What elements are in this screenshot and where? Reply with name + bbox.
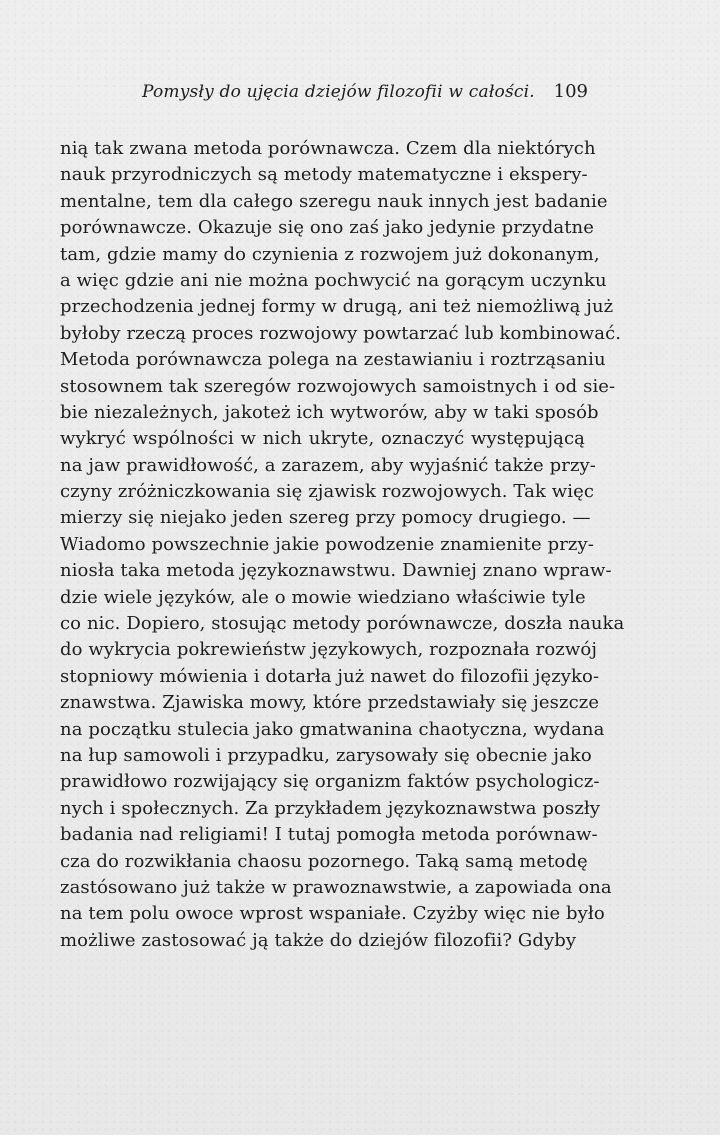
text-line: wykryć wspólności w nich ukryte, oznaczyć występującą <box>60 428 585 450</box>
text-line: nią tak zwana metoda porównawcza. Czem dla niektórych <box>60 138 596 159</box>
text-line: na tem polu owoce wprost wspaniałe. Czyżby więc nie było <box>60 903 605 925</box>
text-line: badania nad religiami! I tutaj pomogła metoda porównaw- <box>60 824 598 846</box>
page-number: 109 <box>553 81 588 102</box>
text-line: prawidłowo rozwijający się organizm faktów psychologicz- <box>60 771 600 793</box>
text-line: bie niezależnych, jakoteż ich wytworów, aby w taki sposób <box>60 401 599 423</box>
text-line: niosła taka metoda językoznawstwu. Dawniej znano wpraw- <box>60 560 612 582</box>
text-line: czyny zróżniczkowania się zjawisk rozwojowych. Tak więc <box>60 481 595 503</box>
text-line: na początku stulecia jako gmatwanina chaotyczna, wydana <box>60 718 605 740</box>
body-text <box>60 136 625 954</box>
text-line: a więc gdzie ani nie można pochwycić na gorącym uczynku <box>60 269 607 291</box>
text-line: Wiadomo powszechnie jakie powodzenie znamienite przy- <box>60 533 594 555</box>
running-title: Pomysły do ujęcia dziejów filozofii w całości. <box>142 82 535 102</box>
text-line: znawstwa. Zjawiska mowy, które przedstawiały się jeszcze <box>60 692 600 714</box>
text-line: co nic. Dopiero, stosując metody porównawcze, doszła nauka <box>60 613 625 635</box>
text-line: nauk przyrodniczych są metody matematyczne i ekspery- <box>60 164 588 186</box>
text-line: dzie wiele języków, ale o mowie wiedziano właściwie tyle <box>60 586 586 608</box>
text-line: cza do rozwikłania chaosu pozornego. Taką samą metodę <box>60 850 588 872</box>
text-line: przechodzenia jednej formy w drugą, ani też niemożliwą już <box>60 296 614 318</box>
text-line: do wykrycia pokrewieństw językowych, rozpoznała rozwój <box>60 639 598 661</box>
text-line: na łup samowoli i przypadku, zarysowały się obecnie jako <box>60 744 592 766</box>
text-line: tam, gdzie mamy do czynienia z rozwojem już dokonanym, <box>60 243 600 265</box>
text-line: stosownem tak szeregów rozwojowych samoistnych i od sie- <box>60 375 616 397</box>
text-line: na jaw prawidłowość, a zarazem, aby wyjaśnić także przy- <box>60 454 596 476</box>
text-line: Metoda porównawcza polega na zestawianiu i roztrząsaniu <box>60 349 606 371</box>
text-line: stopniowy mówienia i dotarła już nawet do filozofii języko- <box>60 665 600 687</box>
text-line: porównawcze. Okazuje się ono zaś jako jedynie przydatne <box>60 217 594 239</box>
text-line: nych i społecznych. Za przykładem językoznawstwa poszły <box>60 797 601 819</box>
text-line: możliwe zastosować ją także do dziejów filozofii? Gdyby <box>60 929 577 951</box>
page-header <box>142 82 588 112</box>
text-line: byłoby rzeczą proces rozwojowy powtarzać lub kombinować. <box>60 322 622 344</box>
text-line: mierzy się niejako jeden szereg przy pomocy drugiego. — <box>60 507 591 529</box>
text-line: zastósowano już także w prawoznawstwie, a zapowiada ona <box>60 876 612 898</box>
text-line: mentalne, tem dla całego szeregu nauk innych jest badanie <box>60 190 608 212</box>
